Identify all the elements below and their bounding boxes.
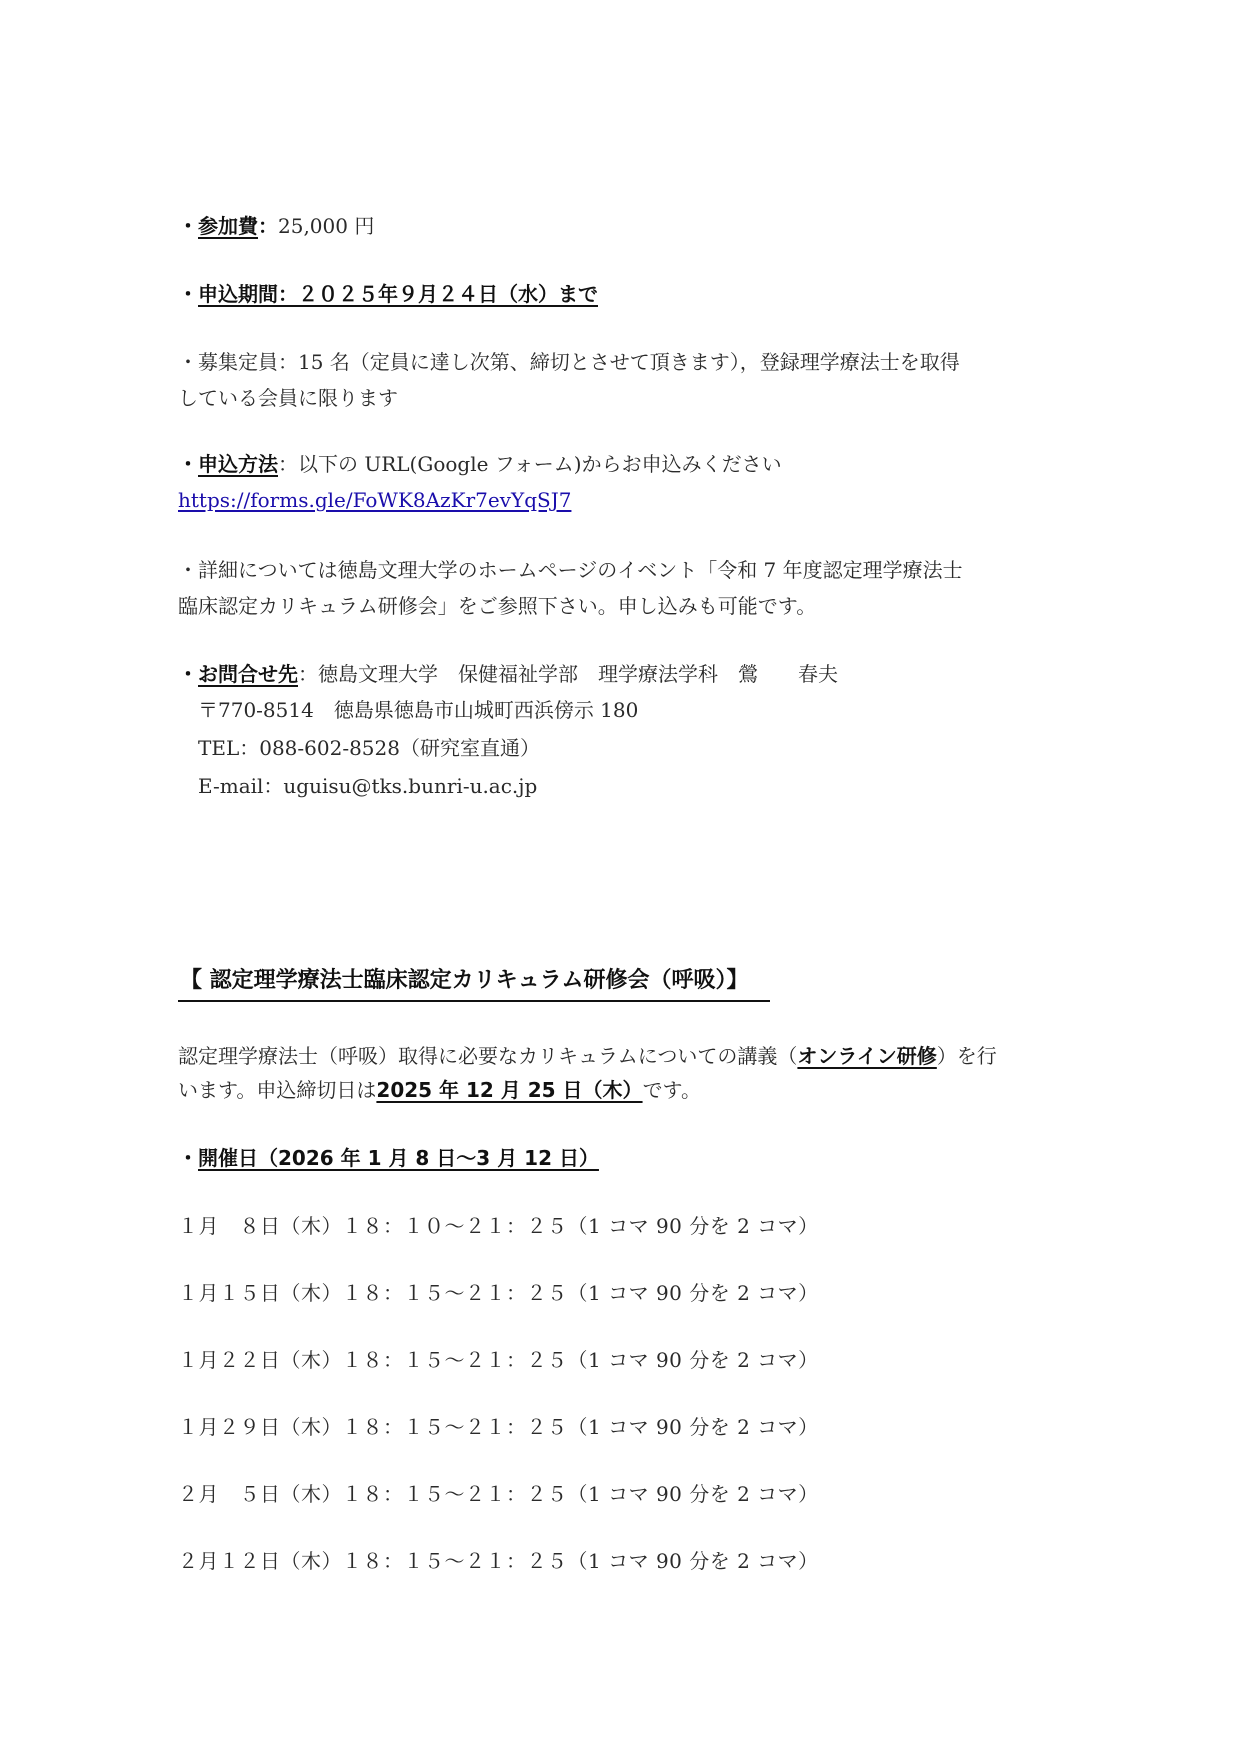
details-line-1: ・詳細については徳島文理大学のホームページのイベント「令和 7 年度認定理学療法士	[178, 558, 963, 582]
dates-label-line	[178, 1144, 599, 1172]
contact-address: 〒770-8514 徳島県徳島市山城町西浜傍示 180	[198, 698, 639, 722]
fee-label: 参加費	[198, 214, 258, 238]
apply-url-line	[178, 486, 571, 514]
schedule-item: １月１５日（木）１８：１５〜２１：２５（1 コマ 90 分を 2 コマ）	[178, 1281, 819, 1305]
schedule-item: １月２９日（木）１８：１５〜２１：２５（1 コマ 90 分を 2 コマ）	[178, 1415, 819, 1439]
schedule-item: １月２２日（木）１８：１５〜２１：２５（1 コマ 90 分を 2 コマ）	[178, 1348, 819, 1372]
bullet: ・	[178, 662, 198, 686]
schedule-item: ２月１２日（木）１８：１５〜２１：２５（1 コマ 90 分を 2 コマ）	[178, 1549, 819, 1573]
apply-url-link[interactable]: https://forms.gle/FoWK8AzKr7evYqSJ7	[178, 488, 572, 512]
period-text: 申込期間：２０２５年９月２４日（水）まで	[198, 282, 598, 306]
contact-label: お問合せ先	[198, 662, 298, 686]
contact-org: ：徳島文理大学 保健福祉学部 理学療法学科 鶯 春夫	[298, 662, 838, 686]
fee-value: 25,000 円	[278, 214, 375, 238]
period-line	[178, 280, 598, 308]
details-line-2: 臨床認定カリキュラム研修会」をご参照下さい。申し込みも可能です。	[178, 594, 817, 618]
capacity-line-2: している会員に限ります	[178, 386, 398, 410]
intro2-post: です。	[642, 1078, 701, 1102]
contact-line	[178, 660, 838, 688]
intro-pre: 認定理学療法士（呼吸）取得に必要なカリキュラムについての講義（	[178, 1044, 798, 1068]
intro-post: ）を行	[936, 1044, 997, 1068]
section-heading: 【 認定理学療法士臨床認定カリキュラム研修会（呼吸）】	[178, 966, 770, 1002]
intro2-deadline: 2025 年 12 月 25 日（木）	[376, 1078, 643, 1102]
bullet: ・	[178, 282, 198, 306]
schedule-item: １月 ８日（木）１８：１０〜２１：２５（1 コマ 90 分を 2 コマ）	[178, 1214, 819, 1238]
fee-line	[178, 212, 374, 240]
dates-label: 開催日（2026 年 1 月 8 日〜3 月 12 日）	[198, 1146, 599, 1170]
bullet: ・	[178, 214, 198, 238]
contact-email: E-mail：uguisu@tks.bunri-u.ac.jp	[198, 774, 538, 798]
apply-label: 申込方法	[198, 452, 278, 476]
intro2-pre: います。申込締切日は	[178, 1078, 377, 1102]
fee-sep: ：	[258, 214, 278, 238]
intro-line-1	[178, 1042, 997, 1070]
contact-tel: TEL：088-602-8528（研究室直通）	[198, 736, 540, 760]
intro-online: オンライン研修	[797, 1044, 937, 1068]
bullet: ・	[178, 452, 198, 476]
schedule-item: ２月 ５日（木）１８：１５〜２１：２５（1 コマ 90 分を 2 コマ）	[178, 1482, 819, 1506]
apply-text: ：以下の URL(Google フォーム)からお申込みください	[278, 452, 782, 476]
apply-line	[178, 450, 782, 478]
bullet: ・	[178, 1146, 198, 1170]
capacity-line-1: ・募集定員：15 名（定員に達し次第、締切とさせて頂きます），登録理学療法士を取得	[178, 350, 960, 374]
intro-line-2	[178, 1076, 701, 1104]
